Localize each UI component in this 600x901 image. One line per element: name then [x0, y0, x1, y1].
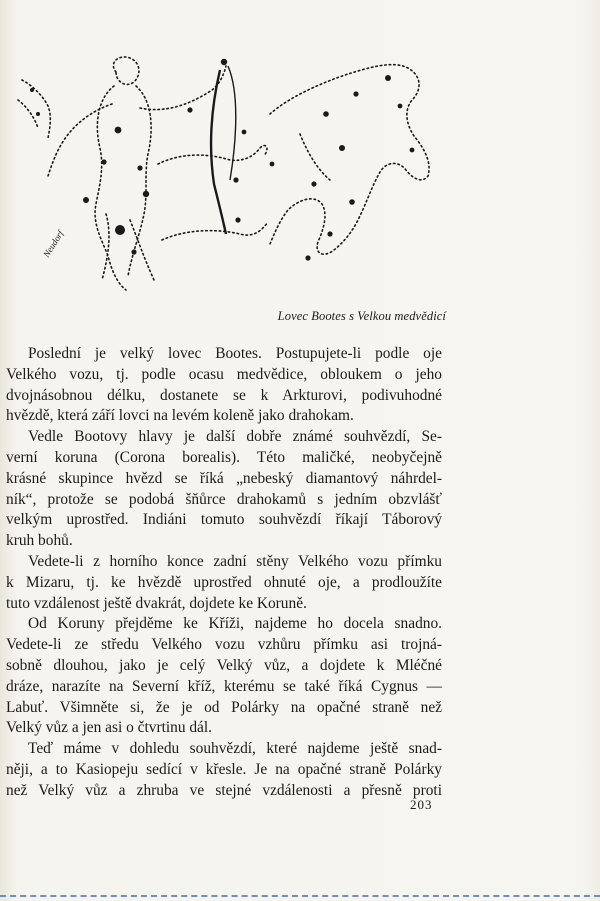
text-line: Teď máme v dohledu souhvězdí, které najdeme ještě snad-	[28, 740, 442, 758]
bootes-legs	[102, 214, 154, 280]
text-line: Vedete-li ze středu Velkého vozu vzhůru přímku asi trojná-	[6, 636, 442, 654]
paragraph	[6, 427, 442, 552]
bootes-head	[113, 57, 139, 84]
body-text	[6, 344, 442, 802]
text-line: k Mizaru, tj. ke hvězdě uprostřed ohnuté oje, a prodloužíte	[6, 573, 442, 591]
text-line: Vedete-li z horního konce zadní stěny Velkého vozu přímku	[28, 552, 442, 570]
text-line: verní koruna (Corona borealis). Této maličké, neobyčejně	[6, 448, 442, 466]
text-line: Poslední je velký lovec Bootes. Postupujete-li podle oje	[28, 345, 442, 362]
bootes-body	[95, 86, 126, 290]
text-line: hvězdě, která září lovci na levém koleně jako drahokam.	[6, 407, 354, 425]
paragraph	[6, 739, 442, 801]
text-line: velkým uprostřed. Indiáni tomuto souhvězdí říkají Táborový	[6, 511, 442, 529]
illustration-signature: Neudorf	[41, 228, 66, 260]
paragraph	[6, 552, 442, 614]
figure-caption: Lovec Bootes s Velkou medvědicí	[277, 309, 446, 323]
bootes-club	[22, 80, 50, 138]
text-line: dvojnásobnou délku, dostanete se k Arkturovi, podivuhodné	[6, 386, 442, 404]
text-line: sobně dlouhou, jako je celý Velký vůz, a dojdete k Mléčné	[6, 656, 442, 674]
bootes-arm-left	[48, 104, 112, 176]
text-line: než Velký vůz a zhruba ve stejné vzdálenosti a přesně proti	[6, 781, 442, 799]
text-line: Vedle Bootovy hlavy je další dobře známé souhvězdí, Se-	[28, 428, 442, 446]
text-line: Od Koruny přejděme ke Kříži, najdeme ho docela snadno.	[28, 615, 442, 633]
text-line: kruh bohů.	[6, 532, 73, 550]
paragraph	[6, 614, 442, 739]
text-line: krásné skupince hvězd se říká „nebeský diamantový náhrdel-	[6, 469, 442, 487]
text-line: Labuť. Všimněte si, že je od Polárky na opačné straně než	[6, 698, 442, 716]
dog-lower	[162, 222, 268, 240]
text-line: něji, a to Kasiopeju sedící v křesle. Je na opačné straně Polárky	[6, 760, 442, 778]
page-number: 203	[410, 797, 433, 812]
text-line: Velkého vozu, tj. podle ocasu medvědice, obloukem o jeho	[6, 365, 442, 383]
great-bear-outline	[270, 65, 429, 255]
text-line: tuto vzdálenost ještě dvakrát, dojdete ke Koruně.	[6, 594, 307, 612]
text-line: ník“, protože se podobá šňůrce drahokamů s jedním obzvlášť	[6, 490, 442, 508]
text-line: dráze, narazíte na Severní kříž, kterému se také říká Cygnus —	[6, 677, 442, 695]
page-bottom-edge	[0, 895, 600, 897]
text-line: Velký vůz a jen asi o čtvrtinu dál.	[6, 719, 213, 737]
constellation-illustration	[8, 44, 448, 302]
paragraph	[6, 344, 442, 427]
